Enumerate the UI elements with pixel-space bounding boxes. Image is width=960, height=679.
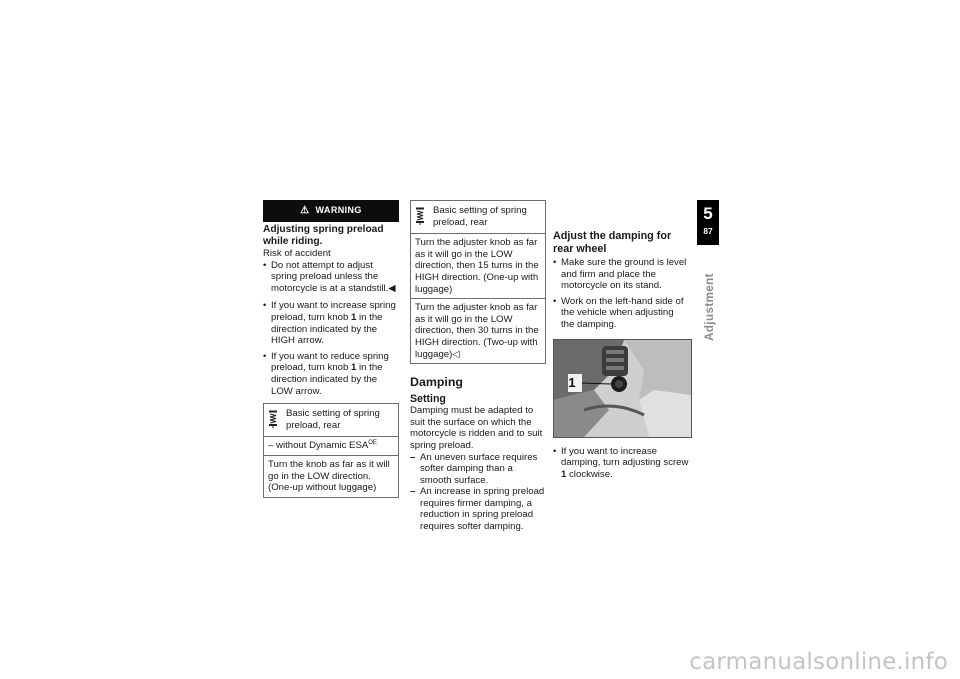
watermark: carmanualsonline.info (689, 649, 948, 675)
spring-preload-icon (415, 207, 425, 225)
page-number: 87 (703, 226, 713, 236)
callout-number: 1 (568, 374, 576, 390)
column-1 (263, 200, 399, 498)
spec-condition: – without Dynamic $ESA^{OE}$ (264, 436, 398, 455)
warning-risk: Risk of accident (263, 248, 331, 259)
spec-header-text: Basic setting of spring preload, rear (286, 408, 380, 431)
list-item: • If you want to increase damping, turn adjusting screw 1 clockwise. (553, 446, 689, 481)
damping-list (410, 452, 546, 533)
spec-value: Turn the adjuster knob as far as it will go in the LOW direction, then 30 turns in the HIGH direction. (Two-up with luggage)◁ (411, 298, 545, 363)
dash-marker: – (268, 440, 277, 452)
list-item: • Work on the left-hand side of the vehicle when adjusting the damping. (553, 296, 689, 331)
spec-header (411, 201, 545, 233)
spring-instructions (263, 300, 399, 397)
spec-header (264, 404, 398, 436)
warning-list (263, 260, 399, 295)
chapter-tab (697, 200, 719, 245)
reference-number: 1 (351, 311, 357, 323)
adjust-list (553, 257, 689, 331)
column-3 (553, 230, 689, 484)
damping-adjuster-photo (553, 339, 692, 438)
subsection-heading: Setting (410, 393, 446, 406)
spec-value: Turn the adjuster knob as far as it will go in the LOW direction, then 15 turns in the HIGH direction. (One-up with luggage) (411, 233, 545, 298)
spring-preload-icon (268, 410, 278, 428)
chapter-title: Adjustment (703, 273, 716, 341)
section-heading: Adjust the damping for rear wheel (553, 230, 672, 255)
reference-number: 1 (561, 468, 567, 480)
spec-table-1 (263, 403, 399, 498)
reference-number: 1 (351, 362, 357, 374)
list-item: • If you want to reduce spring preload, turn knob 1 in the direction indicated by the LOW arrow. (263, 351, 399, 397)
spec-table-2 (410, 200, 546, 364)
section-heading: Damping (410, 375, 464, 390)
warning-triangle-icon: ⚠ (300, 205, 310, 217)
damping-intro: Damping must be adapted to suit the surface on which the motorcycle is ridden and to suit spring preload. (410, 405, 543, 451)
warning-item: • Do not attempt to adjust spring preload unless the motorcycle is at a standstill.◀ (263, 260, 399, 295)
column-2 (410, 200, 546, 533)
spec-value: Turn the knob as far as it will go in the LOW direction. (One-up without luggage) (264, 455, 398, 497)
list-item: – An increase in spring preload requires firmer damping, a reduction in spring preload requires softer damping. (410, 486, 546, 532)
list-item: – An uneven surface requires softer damping than a smooth surface. (410, 452, 546, 487)
oe-superscript: OE (368, 440, 377, 447)
warning-label: WARNING (315, 205, 362, 216)
chapter-number: 5 (703, 204, 713, 223)
warning-banner (263, 200, 399, 222)
adjust-final-list (553, 446, 689, 481)
list-item: • Make sure the ground is level and firm and place the motorcycle on its stand. (553, 257, 689, 292)
list-item: • If you want to increase spring preload, turn knob 1 in the direction indicated by the HIGH arrow. (263, 300, 399, 346)
spec-header-text: Basic setting of spring preload, rear (433, 205, 527, 228)
warning-title: Adjusting spring preload while riding. (263, 224, 384, 247)
